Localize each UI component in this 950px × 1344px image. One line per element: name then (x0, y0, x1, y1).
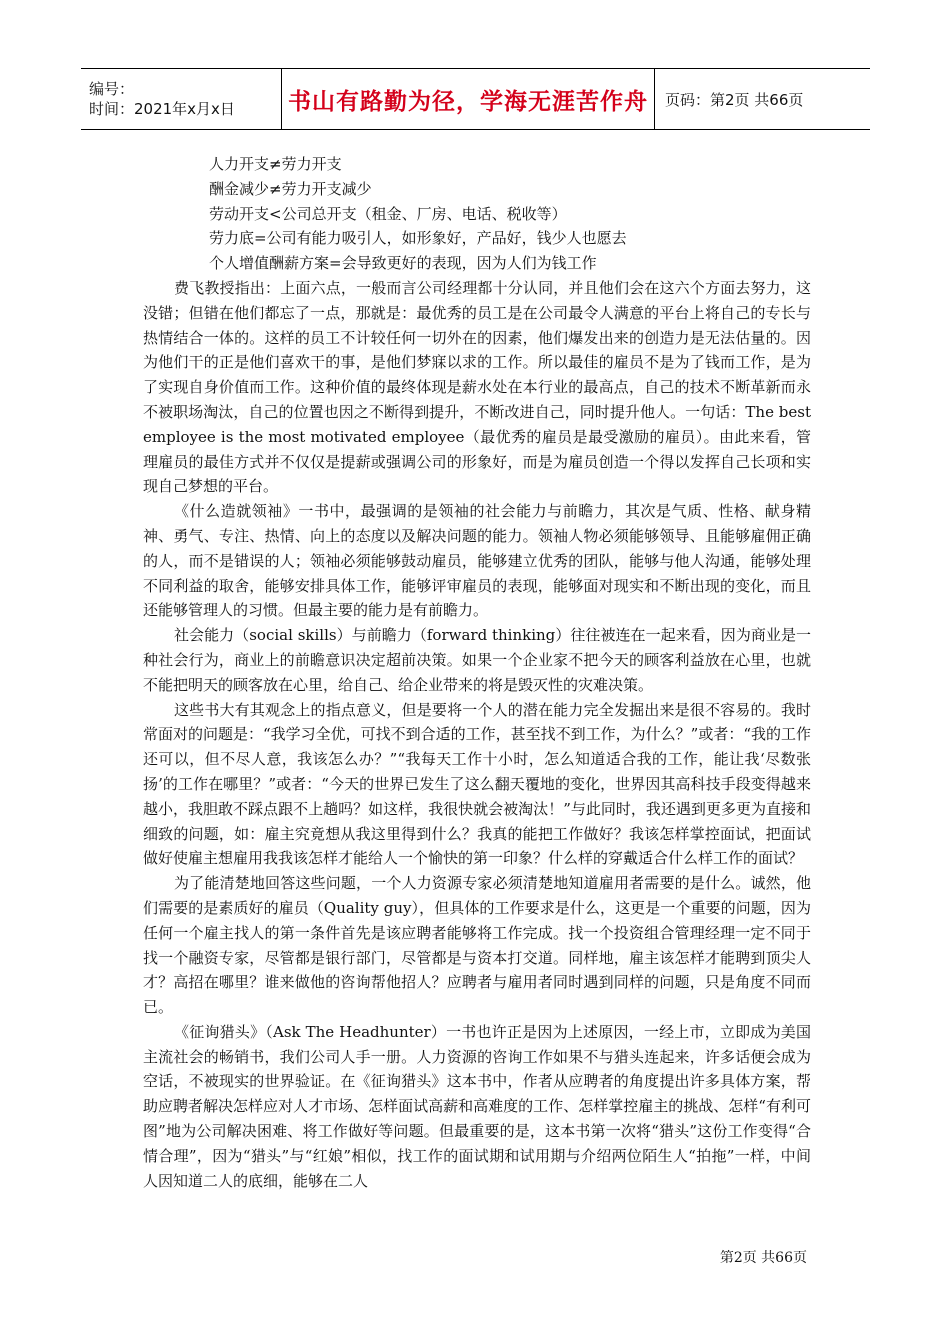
body-paragraph: 这些书大有其观念上的指点意义，但是要将一个人的潜在能力完全发掘出来是很不容易的。我时常面对的问题是：“我学习全优，可找不到合适的工作，甚至找不到工作，为什么？”或者：“我的工作还可以，但不尽人意，我该怎么办？”“我每天工作十小时，怎么知道适合我的工作，能让我‘尽数张扬’的工作在哪里？”或者：“今天的世界已发生了这么翻天覆地的变化，世界因其高科技手段变得越来越小，我胆敢不踩点跟不上趟吗？如这样，我很快就会被淘汰！”与此同时，我还遇到更多更为直接和细致的问题，如：雇主究竟想从我这里得到什么？我真的能把工作做好？我该怎样掌控面试，把面试做好使雇主想雇用我我该怎样才能给人一个愉快的第一印象？什么样的穿戴适合什么样工作的面试？ (143, 700, 812, 868)
body-paragraph: 费飞教授指出：上面六点，一般而言公司经理都十分认同，并且他们会在这六个方面去努力，这没错；但错在他们都忘了一点，那就是：最优秀的员工是在公司最令人满意的平台上将自己的专长与热情结合一体的。这样的员工不计较任何一切外在的因素，他们爆发出来的创造力是无法估量的。因为他们干的正是他们喜欢干的事，是他们梦寐以求的工作。所以最佳的雇员不是为了钱而工作，是为了实现自身价值而工作。这种价值的最终体现是薪水处在本行业的最高点，自己的技术不断革新而永不被职场淘汰，自己的位置也因之不断得到提升，不断改进自己，同时提升他人。一句话：The best employee is the most motivated employee（最优秀的雇员是最受激励的雇员）。由此来看，管理雇员的最佳方式并不仅仅是提薪或强调公司的形象好，而是为雇员创造一个得以发挥自己长项和实现自己梦想的平台。 (143, 278, 811, 496)
body-paragraph: 为了能清楚地回答这些问题，一个人力资源专家必须清楚地知道雇用者需要的是什么。诚然，他们需要的是素质好的雇员（Quality guy），但具体的工作要求是什么，这更是一个重要的问题，因为任何一个雇主找人的第一条件首先是该应聘者能够将工作完成。找一个投资组合管理经理一定不同于找一个融资专家，尽管都是银行部门，尽管都是与资本打交道。同样地，雇主该怎样才能聘到顶尖人才？高招在哪里？谁来做他的咨询帮他招人？应聘者与雇用者同时遇到同样的问题，只是角度不同而已。 (143, 874, 811, 1017)
formula-line: 酬金减少≠劳力开支减少 (209, 179, 372, 198)
page-header (81, 68, 870, 130)
formula-line: 人力开支≠劳力开支 (209, 155, 342, 173)
body-paragraph: 《征询猎头》（Ask The Headhunter）一书也许正是因为上述原因，一经上市，立即成为美国主流社会的畅销书，我们公司人手一册。人力资源的咨询工作如果不与猎头连起来，许多话便会成为空话，不被现实的世界验证。在《征询猎头》这本书中，作者从应聘者的角度提出许多具体方案，帮助应聘者解决怎样应对人才市场、怎样面试高薪和高难度的工作、怎样掌控雇主的挑战、怎样“有利可图”地为公司解决困难、将工作做好等问题。但最重要的是，这本书第一次将“猎头”这份工作变得“合情合理”，因为“猎头”与“红娘”相似，找工作的面试期和试用期与介绍两位陌生人“拍拖”一样，中间人因知道二人的底细，能够在二人 (143, 1022, 811, 1190)
page-footer: 第2页 共66页 (719, 1250, 807, 1266)
formula-line: 个人增值酬薪方案=会导致更好的表现，因为人们为钱工作 (209, 254, 597, 273)
document-number-label: 编号： (89, 80, 135, 98)
document-date-label: 时间：2021年x月x日 (89, 100, 235, 118)
body-paragraph: 社会能力（social skills）与前瞻力（forward thinking）往往被连在一起来看，因为商业是一种社会行为，商业上的前瞻意识决定超前决策。如果一个企业家不把今天的顾客利益放在心里，也就不能把明天的顾客放在心里，给自己、给企业带来的将是毁灭性的灾难决策。 (143, 626, 811, 694)
formula-line: 劳动开支<公司总开支（租金、厂房、电话、税收等） (209, 204, 567, 223)
body-paragraph: 《什么造就领袖》一书中，最强调的是领袖的社会能力与前瞻力，其次是气质、性格、献身精神、勇气、专注、热情、向上的态度以及解决问题的能力。领袖人物必须能够领导、且能够雇佣正确的人，而不是错误的人；领袖必须能够鼓动雇员，能够建立优秀的团队，能够与他人沟通，能够处理不同利益的取舍，能够安排具体工作，能够评审雇员的表现，能够面对现实和不断出现的变化，而且还能够管理人的习惯。但最主要的能力是有前瞻力。 (143, 502, 811, 620)
formula-line: 劳力底=公司有能力吸引人，如形象好，产品好，钱少人也愿去 (209, 229, 627, 248)
document-body (143, 152, 811, 1193)
header-meta (81, 69, 282, 129)
header-page-number: 页码：第2页 共66页 (665, 90, 804, 109)
header-motto: 书山有路勤为径，学海无涯苦作舟 (282, 69, 655, 129)
